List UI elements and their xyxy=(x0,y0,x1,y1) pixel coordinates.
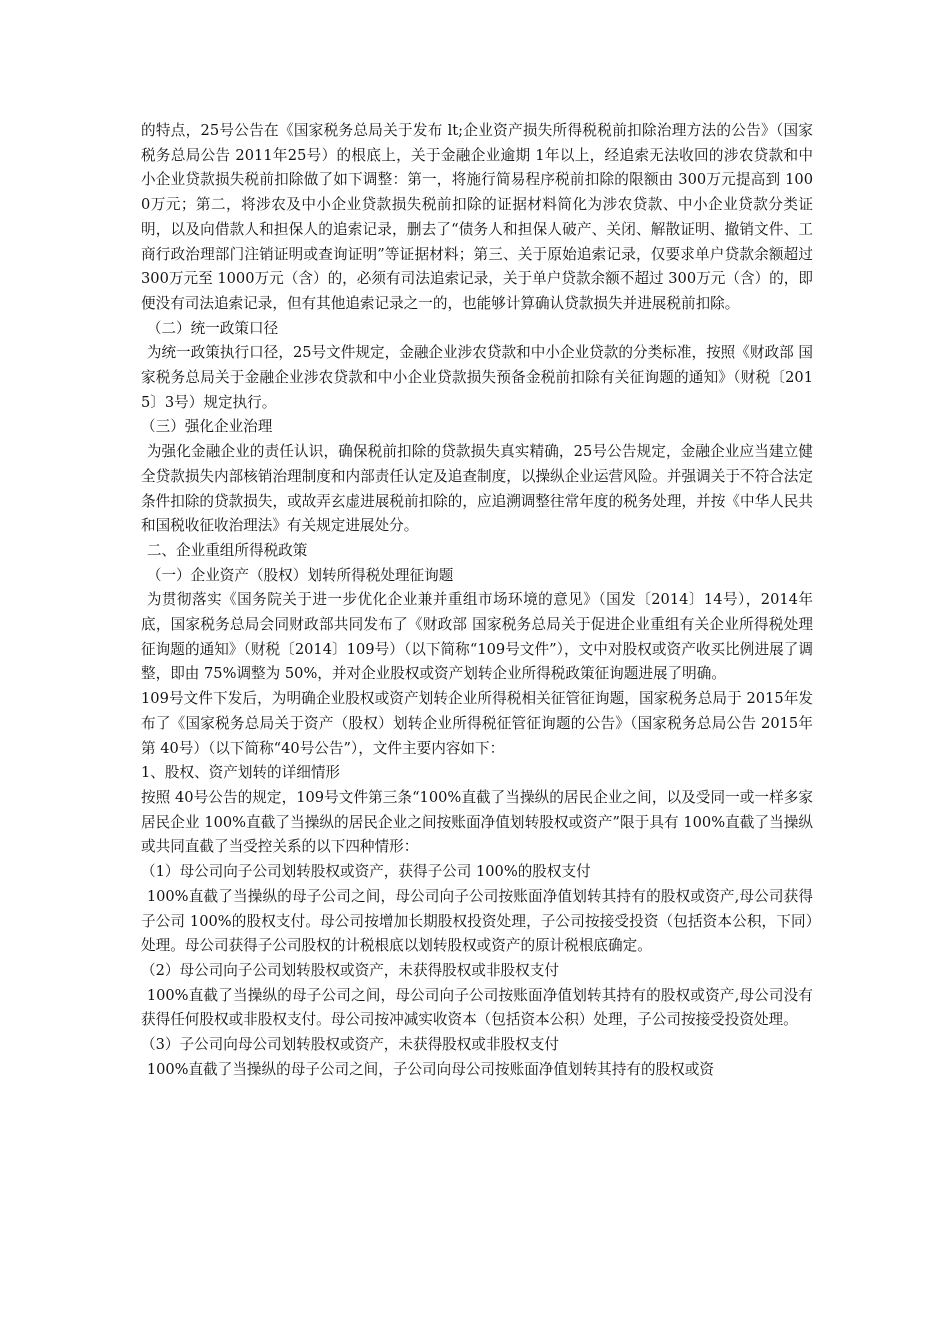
document-body xyxy=(141,119,813,1082)
paragraph-loan-loss-adjustments: 的特点，25号公告在《国家税务总局关于发布 lt;企业资产损失所得税税前扣除治理方法的公告》（国家税务总局公告 2011年25号）的根底上，关于金融企业逾期 1年以上，经追索无法收回的涉农贷款和中小企业贷款损失税前扣除做了如下调整：第一，将施行简易程序税前扣除的限额由 300万元提高到 1000万元；第二，将涉农及中小企业贷款损失税前扣除的证据材料简化为涉农贷款、中小企业贷款分类证明，以及向借款人和担保人的追索记录，删去了“债务人和担保人破产、关闭、解散证明、撤销文件、工商行政治理部门注销证明或查询证明”等证据材料；第三、关于原始追索记录，仅要求单户贷款余额超过 300万元至 1000万元（含）的，必须有司法追索记录，关于单户贷款余额不超过 300万元（含）的，即便没有司法追索记录，但有其他追索记录之一的，也能够计算确认贷款损失并进展税前扣除。 xyxy=(141,122,813,312)
paragraph-announcement-40: 109号文件下发后，为明确企业股权或资产划转企业所得税相关征管征询题，国家税务总局于 2015年发布了《国家税务总局关于资产（股权）划转企业所得税征管征询题的公告》（国家税务总局公告 2015年第 40号）（以下简称“40号公告”），文件主要内容如下： xyxy=(141,690,813,757)
heading-case-3: （3）子公司向母公司划转股权或资产，未获得股权或非股权支付 xyxy=(141,1036,559,1054)
paragraph-case-2: 100%直截了当操纵的母子公司之间，母公司向子公司按账面净值划转其持有的股权或资产,母公司没有获得任何股权或非股权支付。母公司按冲减实收资本（包括资本公积）处理，子公司按接受投资处理。 xyxy=(141,986,813,1029)
heading-asset-transfer: （一）企业资产（股权）划转所得税处理征询题 xyxy=(146,566,454,584)
heading-case-1: （1）母公司向子公司划转股权或资产，获得子公司 100%的股权支付 xyxy=(141,863,591,881)
heading-case-2: （2）母公司向子公司划转股权或资产，未获得股权或非股权支付 xyxy=(141,961,559,979)
heading-strengthen-governance: （三）强化企业治理 xyxy=(141,418,273,436)
paragraph-unify-policy: 为统一政策执行口径，25号文件规定，金融企业涉农贷款和中小企业贷款的分类标准，按照《财政部 国家税务总局关于金融企业涉农贷款和中小企业贷款损失预备金税前扣除有关征询题的通知》（财税〔2015〕3号）规定执行。 xyxy=(141,344,813,411)
paragraph-strengthen-governance: 为强化金融企业的责任认识，确保税前扣除的贷款损失真实精确，25号公告规定，金融企业应当建立健全贷款损失内部核销治理制度和内部责任认定及追查制度，以操纵企业运营风险。并强调关于不符合法定条件扣除的贷款损失，或故弄玄虚进展税前扣除的，应追溯调整往常年度的税务处理，并按《中华人民共和国税收征收治理法》有关规定进展处分。 xyxy=(141,443,813,535)
paragraph-four-situations: 按照 40号公告的规定，109号文件第三条“100%直截了当操纵的居民企业之间，以及受同一或一样多家居民企业 100%直截了当操纵的居民企业之间按账面净值划转股权或资产”限于具有 100%直截了当操纵或共同直截了当受控关系的以下四种情形： xyxy=(141,788,813,856)
paragraph-document-109: 为贯彻落实《国务院关于进一步优化企业兼并重组市场环境的意见》（国发〔2014〕14号），2014年底，国家税务总局会同财政部共同发布了《财政部 国家税务总局关于促进企业重组有关企业所得税处理征询题的通知》（财税〔2014〕109号）（以下简称“109号文件”），文中对股权或资产收买比例进展了调整，即由 75%调整为 50%，并对企业股权或资产划转企业所得税政策征询题进展了明确。 xyxy=(141,591,813,683)
heading-restructuring-tax-policy: 二、企业重组所得税政策 xyxy=(146,541,308,559)
paragraph-case-3: 100%直截了当操纵的母子公司之间，子公司向母公司按账面净值划转其持有的股权或资 xyxy=(146,1060,714,1078)
heading-transfer-situations: 1、股权、资产划转的详细情形 xyxy=(141,764,341,782)
heading-unify-policy: （二）统一政策口径 xyxy=(146,319,279,337)
paragraph-case-1: 100%直截了当操纵的母子公司之间，母公司向子公司按账面净值划转其持有的股权或资产,母公司获得子公司 100%的股权支付。母公司按增加长期股权投资处理，子公司按接受投资（包括资本公积，下同）处理。母公司获得子公司股权的计税根底以划转股权或资产的原计税根底确定。 xyxy=(141,887,813,955)
